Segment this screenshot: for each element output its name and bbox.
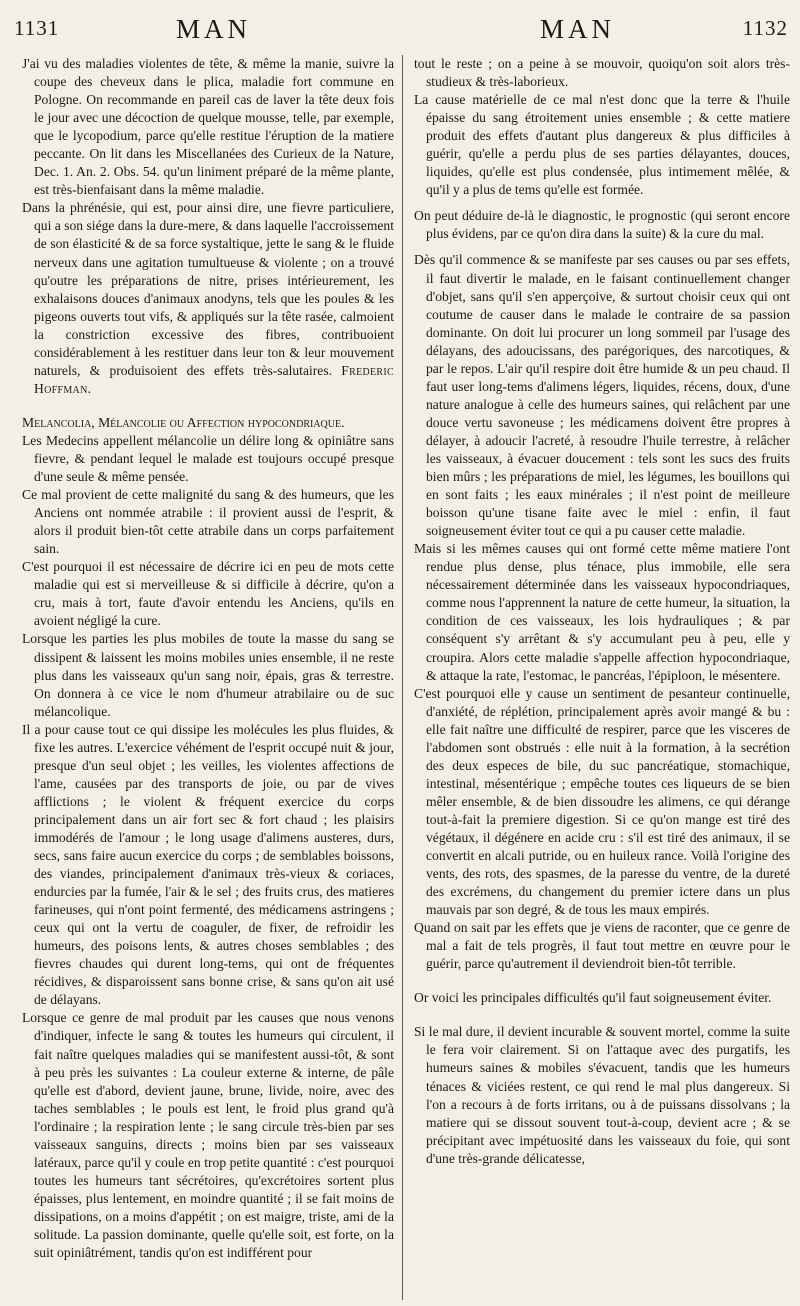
paragraph-text: Dans la phrénésie, qui est, pour ainsi dire, une fievre particuliere, qui a son siége dans la dure-mere, & dans laquelle l'accroissement de son élasticité & de sa force systaltique, jette le sang & le fluide nerveux dans une agitation tumultueuse & violente ; on a trouvé qu'outre les préparations de nitre, prises intérieurement, les exhalaisons douces d'animaux anodyns, tels que les poules & les pigeons ouverts tout vifs, & appliqués sur la tête rasée, calmoient la constriction excessive des fibres, contribuoient considérablement à les restituer dans leur ton & leur mouvement naturels, & produisoient des effets très-salutaires. (22, 200, 394, 378)
running-title-right: MAN (540, 14, 616, 44)
paragraph: Il a pour cause tout ce qui dissipe les molécules les plus fluides, & fixe les autres. L'exercice véhément de l'esprit occupé nuit & jour, presque d'un seul objet ; les veilles, les violentes affections de l'ame, causées par des transports de joie, ou par de vives afflictions ; le violent & fréquent exercice du corps principalement dans un air fort sec & fort chaud ; les plaisirs immodérés de l'amour ; le long usage d'alimens austeres, durs, secs, sans faire aucun exercice du corps ; de semblables boissons, des viandes, principalement d'animaux très-vieux & coriaces, endurcies par la fumée, l'air & le sel ; des fruits crus, des matieres farineuses, qui n'ont point fermenté, des médicamens astringens ; ceux qui ont la vertu de coaguler, de fixer, de refroidir les humeurs, des poisons lents, & autres choses semblables ; des fievres chaudes qui durent long-tems, qui ont de fréquentes récidives, & disparoissent sans bonne crise, & sans qu'on ait usé de délayans. (22, 721, 394, 1008)
paragraph: On peut déduire de-là le diagnostic, le prognostic (qui seront encore plus évidens, par ce qu'on dira dans la suite) & la cure du mal. (414, 208, 790, 242)
paragraph: C'est pourquoi il est nécessaire de décrire ici en peu de mots cette maladie qui est si merveilleuse & si difficile à décrire, qu'on a cru, mais à tort, faute d'avoir entendu les Anciens, qu'ils en avoient négligé la cure. (22, 559, 394, 629)
paragraph: Quand on sait par les effets que je viens de raconter, que ce genre de mal a fait de tels progrès, il faut tout mettre en œuvre pour le guérir, parce qu'autrement il deviendroit bien-tôt terrible. (414, 920, 790, 972)
paragraph: C'est pourquoi elle y cause un sentiment de pesanteur continuelle, d'anxiété, de réplétion, principalement après avoir mangé & bu : elle fait naître une difficulté de respirer, parce que les visceres de l'abdomen sont obstrués : elle nuit à la formation, à la secrétion des deux especes de bile, du suc pancréatique, stomachique, intestinal, mésentérique ; empêche toutes ces liqueurs de se bien mêler ensemble, & de bien dissoudre les alimens, ce qui dérange tout-à-fait la premiere digestion. Si ce qu'on mange est tiré des végétaux, il dégénere en acide cru : s'il est tiré des animaux, il se convertit en alcali putride, ou en huileux rance. Voilà l'origine des vents, des rots, des spasmes, de la paresse du ventre, de la dureté des excrémens, du changement du premier ictere dans un plus mauvais par son degré, & de tous les maux empirés. (414, 685, 790, 918)
column-divider (402, 55, 403, 1300)
article-heading: Melancolia, Mélancolie ou Affection hypocondriaque. (22, 414, 345, 430)
left-column (22, 55, 394, 1262)
spacer (22, 398, 394, 414)
paragraph: Lorsque les parties les plus mobiles de toute la masse du sang se dissipent & laissent les moins mobiles unies ensemble, il ne reste plus dans les vaisseaux qu'un sang noir, épais, gras & terrestre. On donnera à ce vice le nom d'humeur atrabilaire ou de suc mélancolique. (22, 631, 394, 719)
author-signature: Frederic Hoffman. (34, 362, 394, 396)
paragraph: Dès qu'il commence & se manifeste par ses causes ou par ses effets, il faut divertir le malade, en le faisant continuellement changer d'objet, sans qu'il s'en apperçoive, & surtout choisir ceux qui ont coutume de causer dans le malade le contraire de sa passion dominante. On doit lui procurer un long sommeil par l'usage des délayans, des adoucissans, des parégoriques, des narcotiques, & par le repos. L'air qu'il respire doit être humide & un peu chaud. Il faut user long-tems d'alimens légers, liquides, récens, doux, d'une nature analogue à celle des humeurs saines, qui relâchent par une douce vertu savoneuse ; les médicamens doivent être propres à délayer, à adoucir l'acreté, à resoudre l'huile terrestre, à relâcher les vaisseaux, à évacuer doucement : tels sont les sucs des fruits bien mûrs ; les préparations de miel, les légumes, les bouillons qui en sont faits ; les eaux minérales ; il n'est point de meilleure boisson qu'une tisane faite avec le miel : enfin, il faut soigneusement éviter tout ce qui a pu causer cette maladie. (414, 252, 790, 539)
running-header (0, 14, 800, 54)
paragraph (22, 199, 394, 398)
spacer (414, 199, 790, 207)
running-title-left: MAN (176, 14, 252, 44)
right-column (414, 55, 790, 1168)
paragraph: Mais si les mêmes causes qui ont formé cette même matiere l'ont rendue plus dense, plus ténace, plus immobile, elle sera nécessairement déterminée dans les vaisseaux hypocondriaques, comme nous l'apprennent la nature de cette humeur, la situation, la condition de ces vaisseaux, les lois hydrauliques ; & par conséquent s'y arrêtant & s'y accumulant peu à peu, elle y croupira. Alors cette maladie s'appelle affection hypocondriaque, & attaque la rate, l'estomac, le pancréas, l'épiploon, le mésentere. (414, 541, 790, 683)
paragraph: La cause matérielle de ce mal n'est donc que la terre & l'huile épaisse du sang étroitement unies ensemble ; & cette matiere produit des effets d'autant plus dangereux & plus difficiles à guérir, qu'elle a perdu plus de ses parties délayantes, douces, liquides, qu'elle est plus condensée, plus intimement mêlée, & qu'il y a plus de tems qu'elle est formée. (414, 92, 790, 198)
page-number-left: 1131 (14, 16, 60, 40)
paragraph: Les Medecins appellent mélancolie un délire long & opiniâtre sans fievre, & pendant lequel le malade est toujours occupé presque d'une seule & même pensée. (22, 432, 394, 485)
spacer (414, 1007, 790, 1023)
paragraph: tout le reste ; on a peine à se mouvoir, quoiqu'on soit alors très-studieux & très-laborieux. (414, 56, 790, 90)
spacer (414, 243, 790, 251)
paragraph: Or voici les principales difficultés qu'il faut soigneusement éviter. (414, 990, 772, 1006)
page-number-right: 1132 (742, 16, 788, 40)
paragraph: Ce mal provient de cette malignité du sang & des humeurs, que les Anciens ont nommée atrabile : il provient aussi de l'esprit, & alors il produit bien-tôt cette atrabile dans un corps parfaitement sain. (22, 487, 394, 557)
paragraph: J'ai vu des maladies violentes de tête, & même la manie, suivre la coupe des cheveux dans le plica, maladie fort commune en Pologne. On recommande en pareil cas de laver la tête deux fois le jour avec une décoction de quelque mousse, telle, par exemple, que le lycopodium, parce qu'elle restitue l'éruption de la matiere peccante. On lit dans les Miscellanées des Curieux de la Nature, Dec. 1. An. 2. Obs. 54. qu'un liniment préparé de la même plante, est très-bienfaisant dans la même maladie. (22, 56, 394, 198)
paragraph: Lorsque ce genre de mal produit par les causes que nous venons d'indiquer, infecte le sang & toutes les humeurs qui circulent, il fait naître quelques maladies qui se manifestent aussi-tôt, & sont à peu près les suivantes : La couleur externe & interne, de pâle qu'elle est d'abord, devient jaune, brune, livide, noire, avec des taches semblables ; le pouls est lent, le froid plus grand qu'à l'ordinaire ; la respiration lente ; le sang circule très-bien par ses vaisseaux sanguins, directs ; moins bien par ses vaisseaux latéraux, parce qu'il y coule en trop petite quantité : c'est pourquoi toutes les humeurs tant sécrétoires, qu'excrétoires sortent plus épaisses, plus lentement, en moindre quantité ; il se fait moins de dissipations, on a moins d'appétit ; on est maigre, triste, ami de la solitude. La passion dominante, quelle qu'elle soit, est forte, on la suit opiniâtrément, tandis qu'on est indifférent pour (22, 1010, 394, 1261)
spacer (414, 973, 790, 989)
paragraph: Si le mal dure, il devient incurable & souvent mortel, comme la suite le fera voir clairement. Si on l'attaque avec des purgatifs, les humeurs saines & mobiles s'évacuent, tandis que les humeurs ténaces & viciées restent, ce qui rend le mal plus dangereux. Si l'on a recours à de forts irritans, ou à de puissans dissolvans ; la matiere qui se dissout souvent tout-à-coup, devient acre ; & se précipitant avec impétuosité dans les vaisseaux du foie, qui sont d'une très-grande délicatesse, (414, 1024, 790, 1166)
